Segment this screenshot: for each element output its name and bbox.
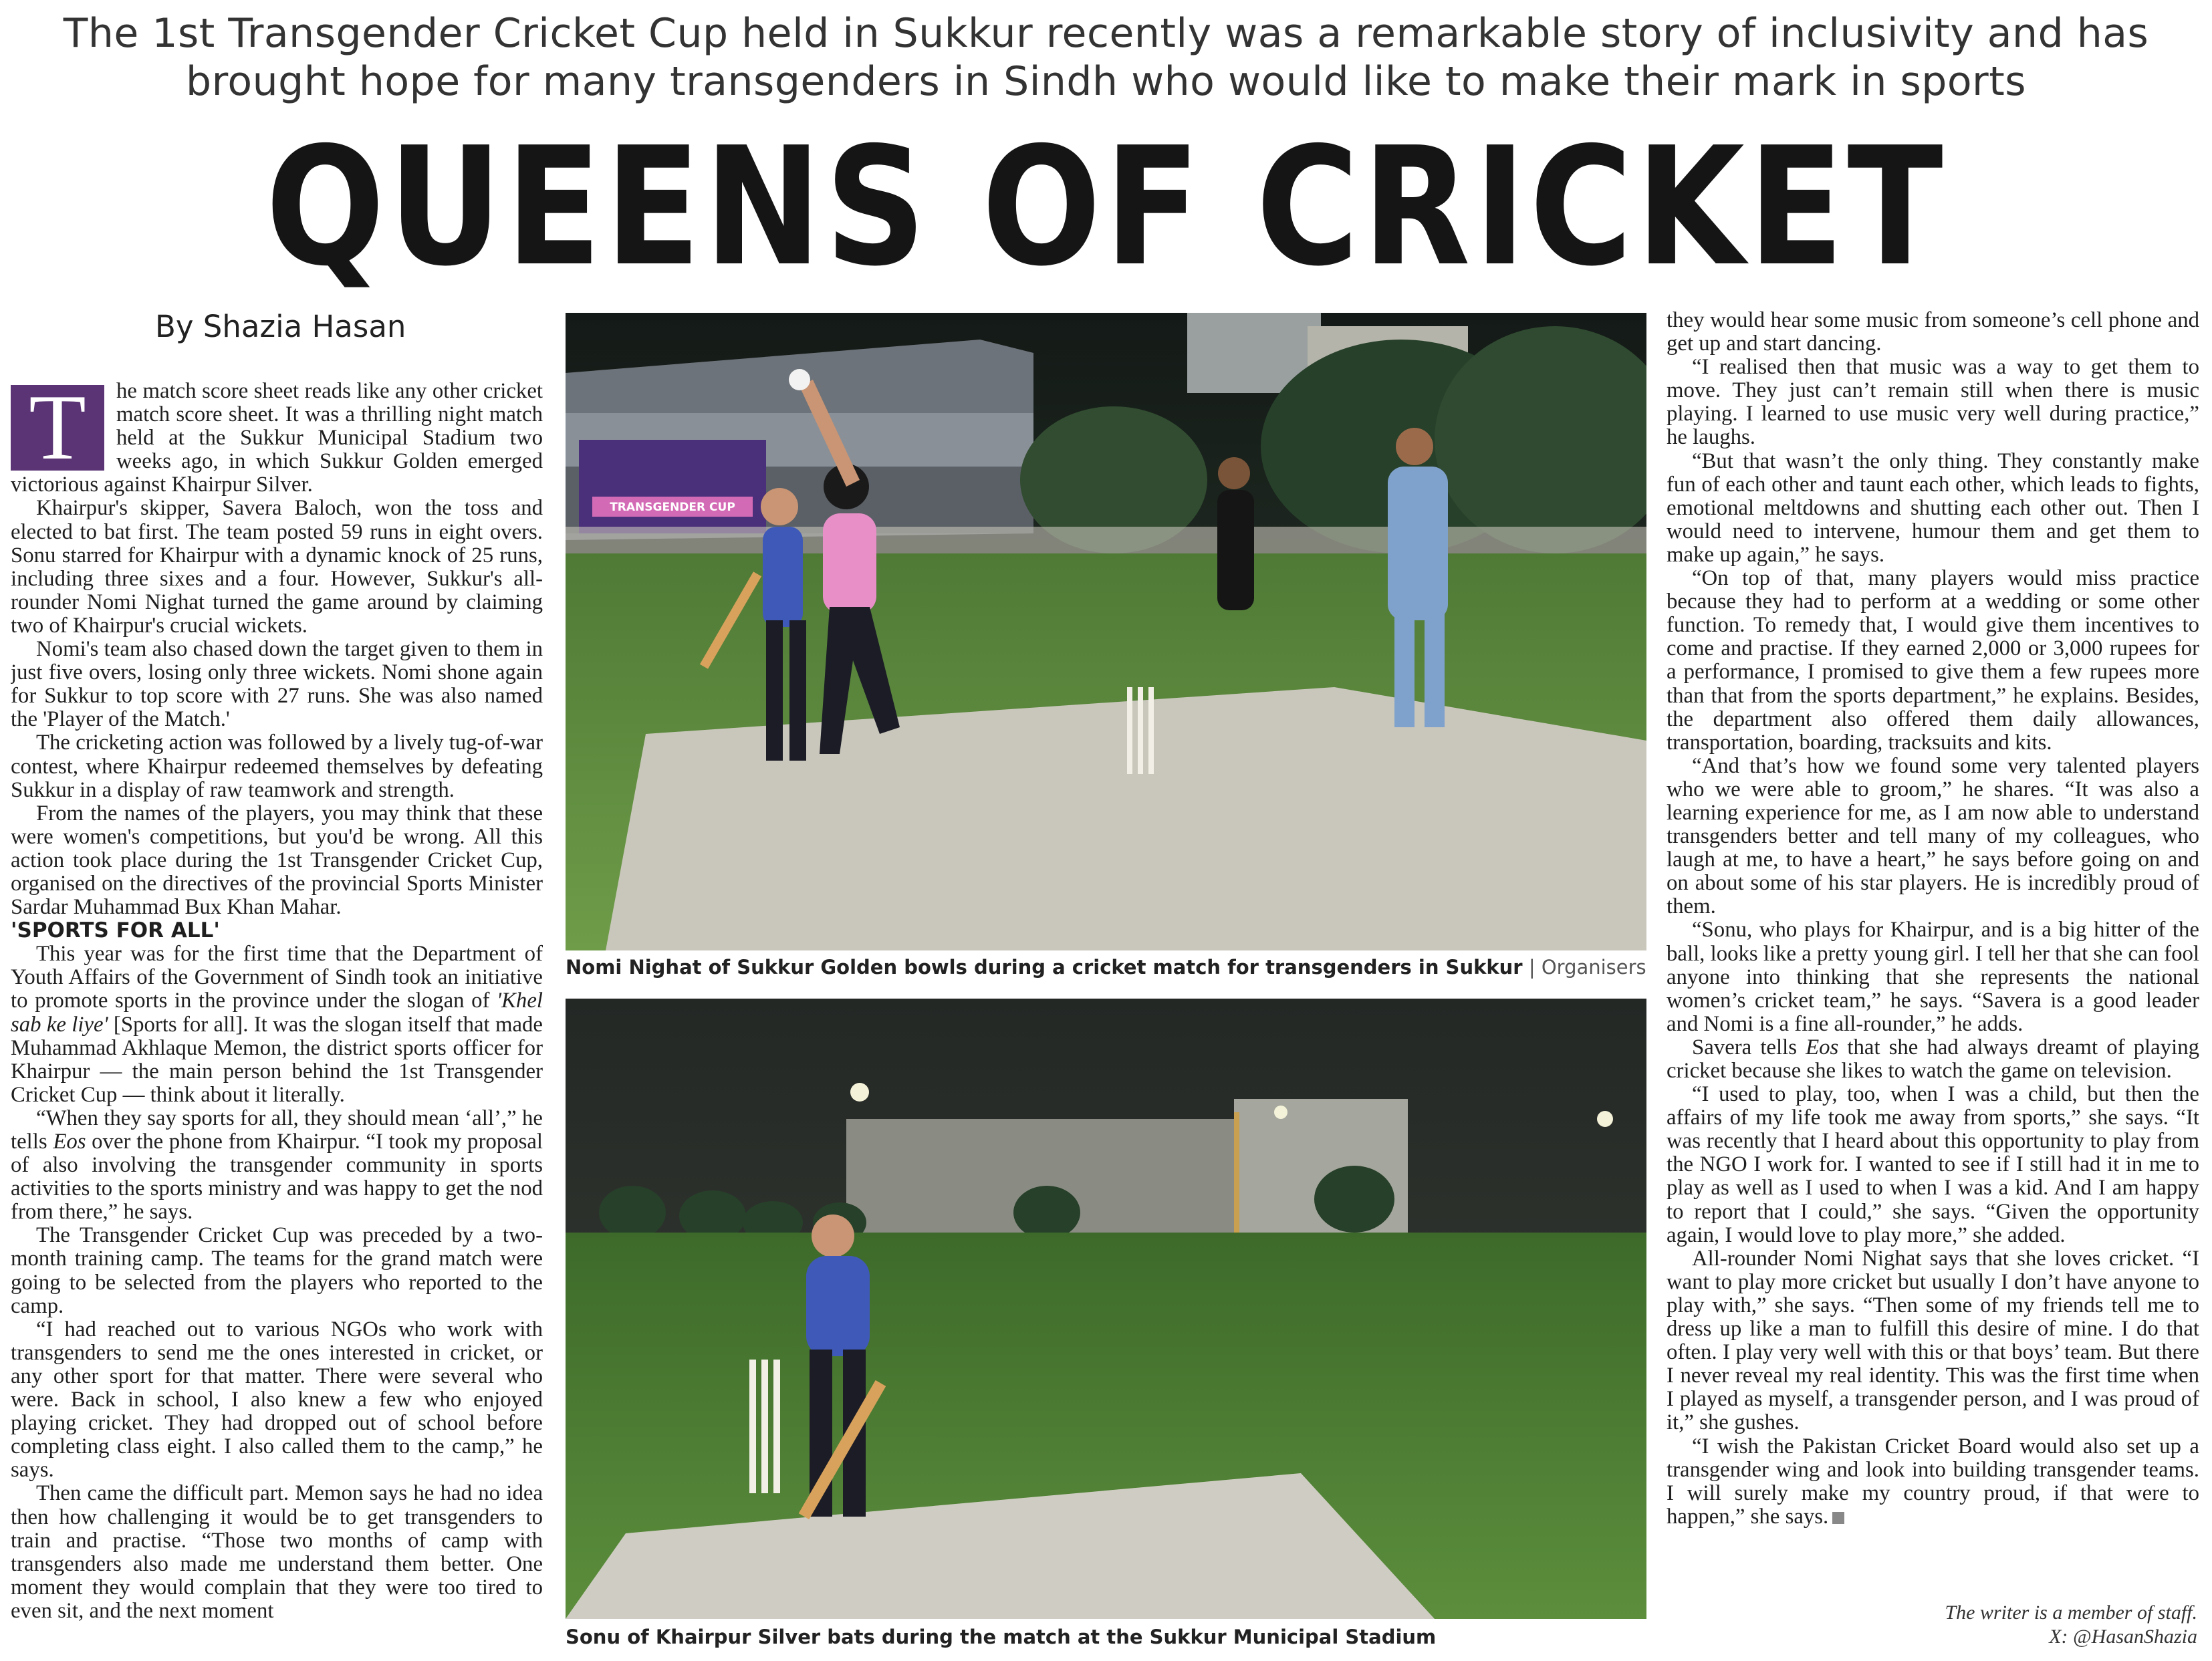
article-paragraph: All-rounder Nomi Nighat says that she loves cricket. “I want to play more cricket but usually I don’t have anyone to play with,” she says. “Then some of my friends tell me to dress up like a man to fulfill this desire of mine. I do that often. I play very well with this or that boys’ team. But there I never reveal my real identity. This was the first time when I played as myself, a transgender person, and I was proud of it,” she gushes. — [1667, 1246, 2199, 1435]
banner-text: TRANSGENDER CUP — [610, 501, 735, 514]
writer-note: The writer is a member of staff. — [1945, 1602, 2197, 1624]
photo-bowler — [566, 313, 1646, 950]
photo-credit: Organisers — [1541, 956, 1646, 979]
article-paragraph: “I wish the Pakistan Cricket Board would also set up a transgender wing and look into building transgender teams. I will surely make my country proud, if that were to happen,” she says. — [1667, 1434, 2199, 1529]
article-paragraph: “And that’s how we found some very talented players who we were able to groom,” he shares. “It was also a learning experience for me, as I am now able to understand transgenders better and tell many of my colleagues, who laugh at me, to have a heart,” he says before going on and on about some of his star players. He is incredibly proud of them. — [1667, 753, 2199, 919]
article-paragraph: Savera tells Eos that she had always dreamt of playing cricket because she likes to watch the game on television. — [1667, 1035, 2199, 1083]
article-paragraph: From the names of the players, you may think that these were women's competitions, but you'd be wrong. All this action took place during the 1st Transgender Cricket Cup, organised on the directives of the provincial Sports Minister Sardar Muhammad Bux Khan Mahar. — [11, 801, 543, 920]
article-column-right — [1667, 309, 2199, 1619]
article-paragraph: “On top of that, many players would miss practice because they had to perform at a wedding or some other function. To remedy that, I would give them incentives to come and practise. If they earned 2,000 or 3,000 rupees for a performance, I promised to give them a few rupees more than that from the sports department,” he explains. Besides, the department also offered them daily allowances, transportation, boarding, tracksuits and kits. — [1667, 566, 2199, 755]
article-paragraph: “I used to play, too, when I was a child, but then the affairs of my life took me away from sports,” she says. “It was recently that I heard about this opportunity to play from the NGO I work for. I wanted to see if I still had it in me to play as well as I used to when I was a kid. And I am happy to report that I could,” she says. “Given the opportunity again, I would love to play more,” she added. — [1667, 1082, 2199, 1247]
photo-caption-batter: Sonu of Khairpur Silver bats during the match at the Sukkur Municipal Stadium — [566, 1626, 1437, 1648]
article-paragraph: “I had reached out to various NGOs who work with transgenders to send me the ones interested in cricket, or any other sport for that matter. There were several who were. Back in school, I also knew a few who enjoyed playing cricket. They had dropped out of school before completing class eight. I also called them to the camp,” he says. — [11, 1317, 543, 1483]
article-paragraph: The Transgender Cricket Cup was preceded by a two-month training camp. The teams for the grand match were going to be selected from the players who reported to the camp. — [11, 1223, 543, 1318]
article-paragraph: Nomi's team also chased down the target given to them in just five overs, losing only three wickets. Nomi shone again for Sukkur to top score with 27 runs. She was also named the 'Player of the Match.' — [11, 637, 543, 732]
section-subhead: 'SPORTS FOR ALL' — [11, 918, 220, 943]
article-paragraph: “But that wasn’t the only thing. They constantly make fun of each other and taunt each other, which leads to fights, emotional meltdowns and shutting each other out. Then I would need to intervene, humour them and get them to make up again,” he says. — [1667, 449, 2199, 567]
article-headline: QUEENS OF CRICKET — [265, 112, 1947, 302]
article-paragraph: The cricketing action was followed by a lively tug-of-war contest, where Khairpur redeemed themselves by defeating Sukkur in a display of raw teamwork and strength. — [11, 731, 543, 802]
photo-caption-bowler: Nomi Nighat of Sukkur Golden bowls during a cricket match for transgenders in Sukkur | Organisers — [566, 956, 1646, 979]
article-paragraph: T he match score sheet reads like any other cricket match score sheet. It was a thrilling night match held at the Sukkur Municipal Stadium two weeks ago, in which Sukkur Golden emerged victorious against Khairpur Silver. — [11, 380, 543, 497]
article-column-left — [11, 380, 543, 1656]
article-paragraph: “When they say sports for all, they should mean ‘all’,” he tells Eos over the phone from Khairpur. “I took my proposal of also involving the transgender community in sports activities to the sports ministry and was happy to get the nod from there,” he says. — [11, 1106, 543, 1225]
end-mark-icon — [1832, 1512, 1844, 1524]
photo-batter — [566, 999, 1646, 1619]
writer-handle: X: @HasanShazia — [2049, 1626, 2197, 1648]
article-paragraph: This year was for the first time that the Department of Youth Affairs of the Government of Sindh took an initiative to promote sports in the province under the slogan of 'Khel sab ke liye' [Sports for all]. It was the slogan itself that made Muhammad Akhlaque Memon, the district sports officer for Khairpur — the main person behind the 1st Transgender Cricket Cup — think about it literally. — [11, 942, 543, 1107]
article-deck: The 1st Transgender Cricket Cup held in Sukkur recently was a remarkable story of inclusivity and has brought hope for many transgenders in Sindh who would like to make their mark in sports — [63, 10, 2149, 105]
article-byline: By Shazia Hasan — [155, 309, 406, 344]
photo-bowler-illustration — [566, 313, 1646, 950]
drop-cap: T — [11, 385, 104, 471]
article-paragraph: Then came the difficult part. Memon says he had no idea then how challenging it would be to get transgenders to train and practise. “Those two months of camp with transgenders also made me understand them better. One moment they would complain that they were too tired to even sit, and the next moment — [11, 1481, 543, 1623]
article-paragraph: Khairpur's skipper, Savera Baloch, won the toss and elected to bat first. The team posted 59 runs in eight overs. Sonu starred for Khairpur with a dynamic knock of 25 runs, including three sixes and a four. However, Sukkur's all-rounder Nomi Nighat turned the game around by claiming two of Khairpur's crucial wickets. — [11, 496, 543, 638]
article-paragraph: “I realised then that music was a way to get them to move. They just can’t remain still when there is music playing. I learned to use music very well during practice,” he laughs. — [1667, 355, 2199, 450]
article-paragraph: “Sonu, who plays for Khairpur, and is a big hitter of the ball, looks like a pretty young girl. I tell her that she can fool anyone into thinking that she represents the national women’s cricket team,” he says. “Savera is a good leader and Nomi is a fine all-rounder,” he adds. — [1667, 918, 2199, 1036]
article-paragraph: they would hear some music from someone’s cell phone and get up and start dancing. — [1667, 309, 2199, 356]
photo-batter-illustration — [566, 999, 1646, 1619]
